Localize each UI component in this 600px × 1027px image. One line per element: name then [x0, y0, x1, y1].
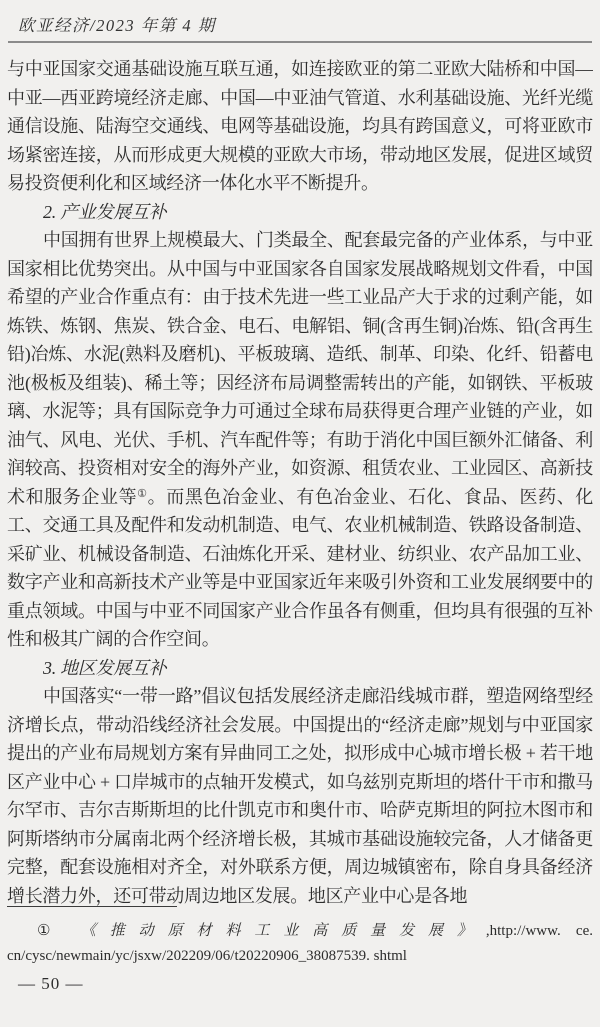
footnote-divider [7, 906, 177, 907]
footnote-reference-mark: ① [137, 487, 148, 500]
industry-paragraph-part2: 。而黑色冶金业、有色冶金业、石化、食品、医药、化工、交通工具及配件和发动机制造、电气、农业机械制造、铁路设备制造、采矿业、机械设备制造、石油炼化开采、建材业、纺织业、农产品加工业、数字产业和高新技术产业等是中亚国家近年来吸引外资和工业发展纲要中的重点领域。中国与中亚不同国家产业合作虽各有侧重，但均具有很强的互补性和极其广阔的合作空间。 [7, 486, 593, 649]
region-paragraph: 中国落实“一带一路”倡议包括发展经济走廊沿线城市群，塑造网络型经济增长点，带动沿线经济社会发展。中国提出的“经济走廊”规划与中亚国家提出的产业布局规划方案有异曲同工之处，拟形成中心城市增长极 + 若干地区产业中心 + 口岸城市的点轴开发模式，如乌兹别克斯坦的塔什干市和撒马尔罕市、吉尔吉斯斯坦的比什凯克市和奥什市、哈萨克斯坦的阿拉木图市和阿斯塔纳市分属南北两个经济增长极，其城市基础设施较完备，人才储备更完整，配套设施相对齐全，对外联系方便，周边城镇密布，除自身具备经济增长潜力外，还可带动周边地区发展。地区产业中心是各地 [7, 686, 593, 906]
footnote [7, 919, 593, 969]
footnote-comma: , [485, 923, 490, 939]
section-heading-industry: 2. 产业发展互补 [43, 201, 167, 222]
footnote-url: http://www. ce. cn/cysc/newmain/yc/jsxw/202209/06/t20220906_38087539. shtml [7, 923, 593, 964]
intro-paragraph: 与中亚国家交通基础设施互联互通，如连接欧亚的第二亚欧大陆桥和中国—中亚—西亚跨境经济走廊、中国—中亚油气管道、水利基础设施、光纤光缆通信设施、陆海空交通线、电网等基础设施，均具有跨国意义，可将亚欧市场紧密连接，从而形成更大规模的亚欧大市场，带动地区发展，促进区域贸易投资便利化和区域经济一体化水平不断提升。 [7, 59, 593, 193]
industry-paragraph [7, 226, 593, 654]
section-heading-region: 3. 地区发展互补 [43, 657, 167, 678]
running-header: 欧亚经济/2023 年第 4 期 [18, 16, 216, 35]
industry-paragraph-part1: 中国拥有世界上规模最大、门类最全、配套最完备的产业体系，与中亚国家相比优势突出。从中国与中亚国家各自国家发展战略规划文件看，中国希望的产业合作重点有：由于技术先进一些工业品产大于求的过剩产能，如炼铁、炼钢、焦炭、铁合金、电石、电解铝、铜(含再生铜)冶炼、铅(含再生铅)冶炼、水泥(熟料及磨机)、平板玻璃、造纸、制革、印染、化纤、铅蓄电池(极板及组装)、稀土等；因经济布局调整需转出的产能，如钢铁、平板玻璃、水泥等；具有国际竞争力可通过全球布局获得更合理产业链的产业，如油气、风电、光伏、手机、汽车配件等；有助于消化中国巨额外汇储备、利润较高、投资相对安全的海外产业，如资源、租赁农业、工业园区、高新技术和服务企业等 [7, 230, 593, 507]
header-rule [8, 41, 592, 43]
page-number: — 50 — [18, 974, 84, 993]
footnote-marker: ① [37, 923, 62, 939]
article-body [7, 55, 593, 911]
footnote-title: 《推动原材料工业高质量发展》 [69, 923, 486, 939]
footnote-area [7, 906, 593, 984]
